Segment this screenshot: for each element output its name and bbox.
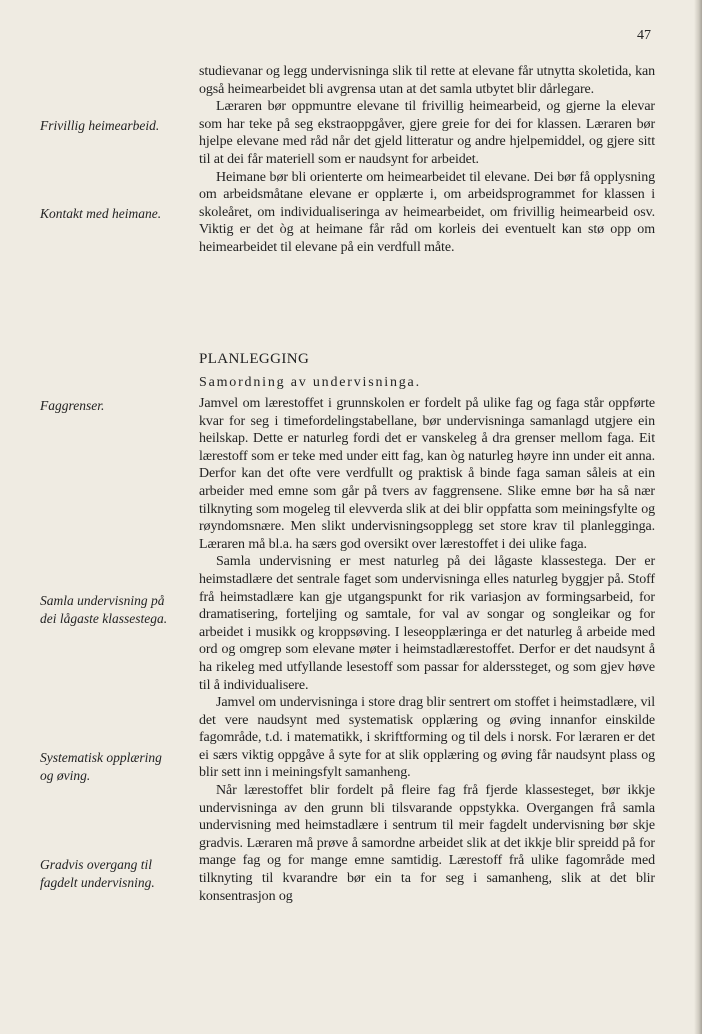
- paragraph-heimane: Heimane bør bli orienterte om heimearbeidet til elevane. Dei bør få opplysning om arbeidsmåtane elevane er opplærte i, om arbeidsprogrammet for klassen i skoleåret, om individualiseringa av heimearbeidet, om frivillig heimearbeid osv. Viktig er det òg at heimane får råd om korleis dei eventuelt kan stø opp om heimearbeidet til elevane på ein verdfull måte.: [199, 169, 655, 255]
- margin-note-kontakt: Kontakt med heimane.: [40, 206, 162, 221]
- margin-note-samla: Samla undervisning på dei lågaste klassestega.: [40, 593, 168, 626]
- body-top: [199, 63, 655, 257]
- section-heading: PLANLEGGING: [199, 351, 310, 367]
- paragraph-gradvis: Når lærestoffet blir fordelt på fleire fag frå fjerde klassesteget, bør ikkje undervisninga av den grunn bli tilsvarande oppstykka. Overgangen frå samla undervisning med heimstadlære i sentrum til meir fagdelt undervisning bør skje gradvis. Læraren må prøve å samordne arbeidet slik at det ikkje blir spreidd på for mange fag og for mange emne samtidig. Lærestoff frå ulike fagområde med tilknyting til kvarandre bør ein ta for seg i samanheng, slik at det blir konsentrasjon og: [199, 783, 655, 904]
- margin-note-faggrenser: Faggrenser.: [40, 398, 105, 413]
- paragraph-samla: Samla undervisning er mest naturleg på dei lågaste klassestega. Der er heimstadlære det sentrale faget som undervisninga elles naturleg byggjer på. Stoff frå heimstadlære kan gje utgangspunkt for rik variasjon av formingsarbeid, for dramatisering, forteljing og samtale, for val av songar og songleikar og for arbeidet i musikk og kroppsøving. I leseopplæringa er det naturleg å arbeide med ord og omgrep som elevane møter i heimstadlærestoffet. Derfor er det naudsynt å ha rikeleg med utfyllande lesestoff som passar for alderssteget, og som gjev høve til å individualisere.: [199, 554, 655, 693]
- margin-note-gradvis: Gradvis overgang til fagdelt undervisning.: [40, 857, 155, 890]
- paragraph-systematisk: Jamvel om undervisninga i store drag blir sentrert om stoffet i heimstadlære, vil det vere naudsynt med systematisk opplæring og øving innanfor einskilde fagområde, t.d. i matematikk, i skriftforming og til dels i norsk. For læraren er det ei særs viktig oppgåve å syte for at slik opplæring og øving får naudsynt plass og blir sett inn i meiningsfylt samanheng.: [199, 695, 655, 781]
- paragraph-faggrenser: Jamvel om lærestoffet i grunnskolen er fordelt på ulike fag og faga står oppførte kvar for seg i timefordelingstabellane, bør undervisninga samanlagd utgjere ein heilskap. Dette er naturleg fordi det er vanskeleg å dra grenser mellom faga. Eit lærestoff som er teke med under eitt fag, kan òg naturleg høyre inn under eit anna. Derfor kan det ofte vere verdfullt og praktisk å binde faga saman såleis at ein arbeider med emne som går på tvers av faggrensene. Slike emne bør ha så nær tilknyting som mogeleg til elevverda slik at dei blir oppfatta som meiningsfylte og røyndomsnære. Men slikt undervisningsopplegg set store krav til planlegginga. Læraren må bl.a. ha særs god oversikt over lærestoffet i dei ulike faga.: [199, 396, 655, 552]
- paragraph-frivillig: Læraren bør oppmuntre elevane til frivillig heimearbeid, og gjerne la elevar som har teke på seg ekstraoppgåver, gjere greie for dei for klassen. Læraren bør hjelpe elevane med råd når det gjeld litteratur og andre hjelpemiddel, og gjere sitt til at dei får materiell som er naudsynt for arbeidet.: [199, 99, 655, 167]
- paragraph-studievanar: studievanar og legg undervisninga slik til rette at elevane får utnytta skoletida, kan også heimearbeidet bli avgrensa utan at det samla utbytet blir dårlegare.: [199, 64, 655, 97]
- body-bottom: [199, 395, 655, 905]
- page-edge: [694, 0, 702, 1034]
- page-number: 47: [637, 28, 651, 43]
- margin-note-systematisk: Systematisk opplæring og øving.: [40, 750, 162, 783]
- margin-note-frivillig: Frivillig heimearbeid.: [40, 118, 160, 133]
- sub-heading: Samordning av undervisninga.: [199, 375, 421, 390]
